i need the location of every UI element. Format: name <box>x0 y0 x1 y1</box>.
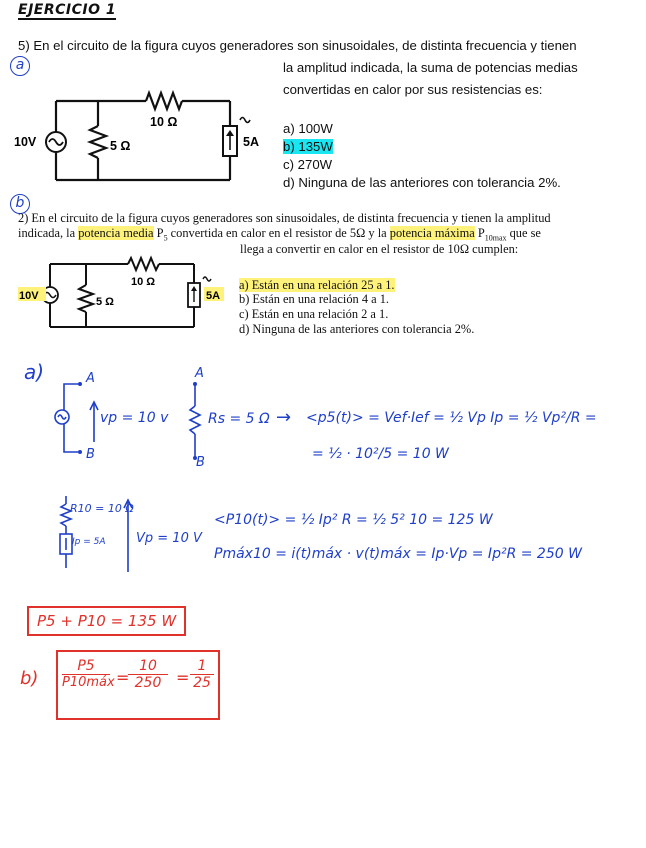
notes-ratio-num1: P5 <box>62 658 110 675</box>
q2-circuit-diagram <box>14 255 234 335</box>
q2-source-i-label: 5A <box>206 290 221 302</box>
notes-ratio-den2: 250 <box>134 675 162 691</box>
q1-marker-label: a <box>15 57 25 73</box>
q2-highlight-potencia-media: potencia media <box>78 226 154 240</box>
notes-b-label: b) <box>20 668 39 689</box>
notes-node-a-2: A <box>195 366 204 381</box>
q2-marker-label: b <box>15 195 25 211</box>
q1-option-a: a) 100W <box>283 121 333 136</box>
notes-p10-formula: <P10(t)> = ½ Ip² R = ½ 5² 10 = 125 W <box>214 512 493 528</box>
q2-source-v-label: 10V <box>19 290 39 302</box>
q1-option-b-text: b) 135W <box>283 139 333 154</box>
q1-option-d: d) Ninguna de las anteriores con tolerancia 2%. <box>283 175 561 190</box>
notes-a-label: a) <box>24 360 45 384</box>
q2-line3: llega a convertir en calor en el resistor de 10Ω cumplen: <box>240 242 519 256</box>
notes-p5-result: = ½ · 10²/5 = 10 W <box>312 446 449 462</box>
notes-arrow: → <box>276 407 292 428</box>
notes-ratio-box <box>56 650 220 720</box>
q2-line1: 2) En el circuito de la figura cuyos generadores son sinusoidales, de distinta frecuencia y tienen la amplitud <box>18 211 551 225</box>
q2-line2-sub5: 5 <box>163 233 168 243</box>
exercise-title: EJERCICIO 1 <box>18 2 117 18</box>
notes-ratio-den1: P10máx <box>62 675 115 690</box>
q1-marker-circle <box>10 56 30 76</box>
q1-line1: 5) En el circuito de la figura cuyos generadores son sinusoidales, de distinta frecuencia y tienen <box>18 38 577 53</box>
q2-line2-p: P <box>153 226 164 240</box>
q2-option-c: c) Están en una relación 2 a 1. <box>239 307 389 321</box>
q1-option-b <box>283 137 333 157</box>
q1-circuit-diagram <box>14 88 278 188</box>
q1-line3: convertidas en calor por sus resistencias es: <box>283 82 543 97</box>
notes-node-b-2: B <box>196 455 205 470</box>
q2-option-b: b) Están en una relación 4 a 1. <box>239 292 390 306</box>
notes-ip-label: Ip = 5A <box>72 537 106 547</box>
q2-option-d: d) Ninguna de las anteriores con tolerancia 2%. <box>239 322 475 336</box>
q2-line2-mid: convertida en calor en el resistor de 5Ω y la <box>167 226 390 240</box>
notes-vp-label: vp = 10 v <box>100 410 169 426</box>
q2-line2-sub10max: 10max <box>484 233 507 243</box>
notes-pmax-formula: Pmáx10 = i(t)máx · v(t)máx = Ip·Vp = Ip²R = 250 W <box>214 546 582 562</box>
notes-vp2-label: Vp = 10 V <box>136 531 202 546</box>
q1-line2: la amplitud indicada, la suma de potencias medias <box>283 60 578 75</box>
notes-r10-label: R10 = 10 Ω <box>70 502 134 515</box>
notes-ratio-den3: 25 <box>193 675 211 691</box>
q1-source-i-label: 5A <box>243 135 259 149</box>
q1-source-v-label: 10V <box>14 135 37 149</box>
q2-option-a-text: a) Están en una relación 25 a 1. <box>239 278 395 292</box>
q2-highlight-potencia-maxima: potencia máxima <box>389 226 475 240</box>
notes-sum-box: P5 + P10 = 135 W <box>27 606 186 636</box>
notes-p5-formula: <p5(t)> = Vef·Ief = ½ Vp Ip = ½ Vp²/R = <box>306 410 597 426</box>
notes-ratio-eq1: = <box>116 668 130 687</box>
q2-r-shunt-label: 5 Ω <box>96 296 114 308</box>
q2-line2-pre: indicada, la <box>18 226 79 240</box>
notes-ratio-num2: 10 <box>128 658 168 675</box>
q2-line2-p2: P <box>474 226 485 240</box>
q2-option-a <box>239 278 395 293</box>
notes-ratio-num3: 1 <box>190 658 214 675</box>
q1-option-c: c) 270W <box>283 157 333 172</box>
notes-rs-label: Rs = 5 Ω <box>208 411 270 427</box>
q2-r-top-label: 10 Ω <box>131 276 156 288</box>
q1-r-shunt-label: 5 Ω <box>110 139 131 153</box>
q2-line2-post: que se <box>506 226 541 240</box>
notes-node-b-1: B <box>86 447 95 462</box>
notes-ratio-eq2: = <box>176 668 190 687</box>
notes-node-a-1: A <box>86 371 95 386</box>
q1-r-top-label: 10 Ω <box>150 115 178 129</box>
